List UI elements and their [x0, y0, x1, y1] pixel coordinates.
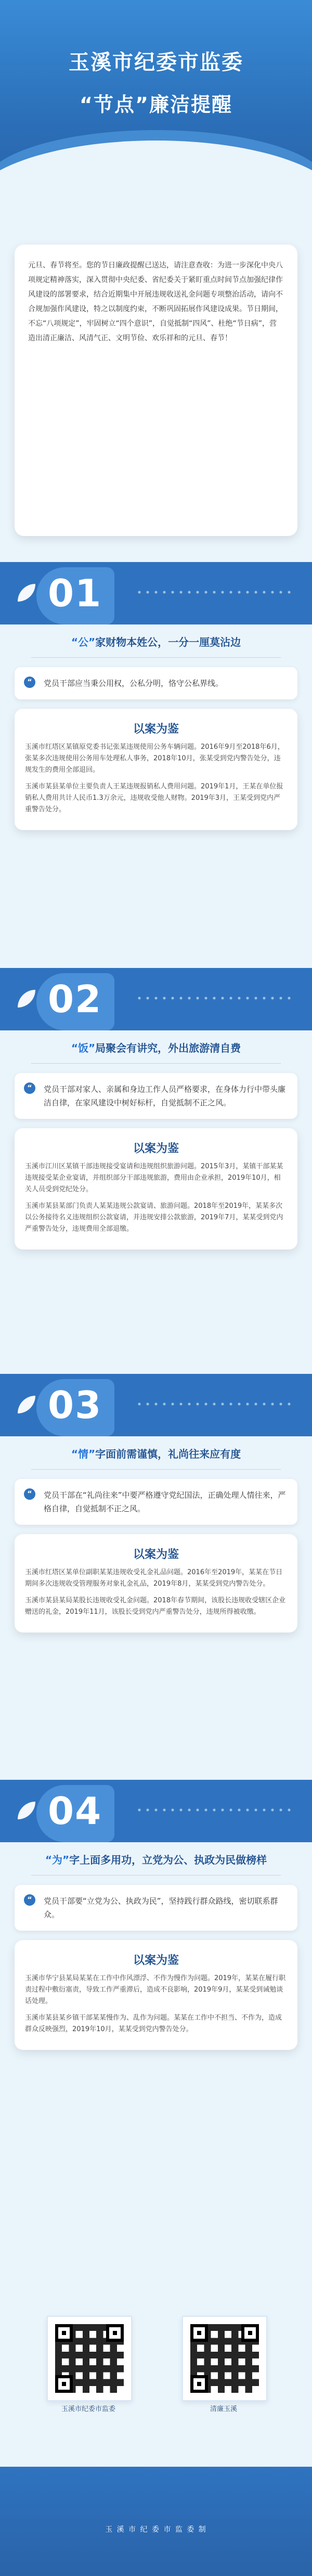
divider: [31, 1469, 281, 1470]
section-number: 04: [48, 1789, 102, 1833]
leaf-icon: [18, 584, 35, 602]
quote-icon: “: [24, 1894, 35, 1906]
page-subtitle: “节点”廉洁提醒: [80, 93, 232, 116]
qr-finder-icon: [190, 2375, 208, 2393]
qr-finder-icon: [55, 2375, 73, 2393]
section-number: 03: [48, 1383, 102, 1427]
case-paragraph: 玉溪市华宁县某局某某在工作中作风漂浮、不作为慢作为问题。2019年，某某在履行职责过程中敷衍塞责，导致工作严重滞后，造成不良影响，2019年9月，某某受到诫勉谈话处理。: [25, 1974, 286, 2005]
case-text: [25, 1567, 287, 1618]
case-card: [15, 1940, 297, 2050]
motto-text: 党员干部要“立党为公、执政为民”，坚持践行群众路线，密切联系群众。: [44, 1896, 278, 1919]
section-kicker: [0, 1040, 312, 1055]
footer-text: 玉 溪 市 纪 委 市 监 委 制: [105, 2526, 207, 2534]
page-title: 玉溪市纪委市监委: [69, 50, 243, 74]
case-card: [15, 1534, 297, 1633]
kicker-rest: 家财物本姓公，一分一厘莫沾边: [95, 636, 241, 648]
motto: [15, 1885, 297, 1931]
divider: [31, 657, 281, 658]
case-paragraph: 玉溪市某县某局某股长违规收受礼金问题。2018年春节期间，该股长违规收受辖区企业赠送的礼金，2019年11月，该股长受到党内严重警告处分，违规所得被收缴。: [25, 1597, 286, 1616]
case-heading: 以案为鉴: [133, 1954, 179, 1967]
section-number: 01: [48, 571, 102, 615]
qr-finder-icon: [106, 2324, 124, 2342]
qr-section: [0, 2316, 312, 2446]
footer: [0, 2467, 312, 2576]
case-paragraph: 玉溪市某县某单位主要负责人王某违规报销私人费用问题。2019年1月，王某在单位报销私人费用共计人民币1.3万余元，违规收受他人财物。2019年3月，王某受到党内严重警告处分。: [25, 783, 283, 813]
section-03: [0, 1374, 312, 1633]
section-band: [0, 968, 312, 1030]
kicker-rest: 局聚会有讲究，外出旅游清自费: [95, 1042, 241, 1054]
leaf-icon: [18, 1396, 35, 1413]
kicker-rest: 字面前需谨慎，礼尚往来应有度: [95, 1448, 241, 1460]
quote-icon: “: [24, 1488, 35, 1500]
case-paragraph: 玉溪市红塔区某镇原党委书记张某违规使用公务车辆问题。2016年9月至2018年6月，张某多次违规使用公务用车处理私人事务，2018年10月，张某受到党内警告处分，违规发生的费用全部退回。: [25, 743, 284, 774]
case-text: [25, 742, 287, 815]
section-band: [0, 562, 312, 624]
case-card: [15, 1128, 297, 1249]
header: [0, 0, 312, 203]
section-number: 02: [48, 977, 102, 1021]
dots-decoration: [135, 994, 291, 1002]
leaf-icon: [18, 1802, 35, 1819]
dots-decoration: [135, 1806, 291, 1814]
header-wave-mask: [0, 141, 312, 224]
qr-label-left: 玉溪市纪委市监委: [61, 2405, 115, 2413]
kicker-rest: 字上面多用功，立党为公、执政为民做榜样: [69, 1854, 267, 1866]
kicker-quote: “为”: [45, 1854, 70, 1866]
motto: [15, 667, 297, 699]
motto-text: 党员干部在“礼尚往来”中要严格遵守党纪国法，正确处理人情往来，严格自律，自觉抵制不正之风。: [44, 1490, 286, 1513]
case-paragraph: 玉溪市红塔区某单位副职某某违规收受礼金礼品问题。2016年至2019年，某某在节日期间多次违规收受管理服务对象礼金礼品，2019年8月，某某受到党内警告处分。: [25, 1568, 283, 1588]
case-card: [15, 709, 297, 830]
leaf-icon: [18, 990, 35, 1008]
case-heading: 以案为鉴: [133, 723, 179, 736]
section-02: [0, 968, 312, 1249]
divider: [31, 1063, 281, 1064]
section-kicker: [0, 634, 312, 649]
quote-icon: “: [24, 1082, 35, 1094]
section-kicker: [0, 1446, 312, 1461]
section-04: [0, 1780, 312, 2050]
case-text: [25, 1973, 287, 2035]
motto: [15, 1073, 297, 1119]
case-heading: 以案为鉴: [133, 1142, 179, 1155]
section-kicker: [0, 1852, 312, 1867]
qr-code-right[interactable]: [182, 2316, 267, 2401]
case-paragraph: 玉溪市某县某乡镇干部某某慢作为、乱作为问题。某某在工作中不担当、不作为，造成群众反映强烈，2019年10月，某某受到党内警告处分。: [25, 2014, 282, 2033]
section-01: [0, 562, 312, 830]
qr-label-right: 清廉玉溪: [210, 2405, 237, 2413]
dots-decoration: [135, 1400, 291, 1408]
motto: [15, 1479, 297, 1525]
kicker-quote: “公”: [71, 636, 96, 648]
motto-text: 党员干部对家人、亲属和身边工作人员严格要求，在身体力行中带头廉洁自律，在家风建设中树好标杆，自觉抵制不正之风。: [44, 1085, 286, 1107]
case-heading: 以案为鉴: [133, 1548, 179, 1561]
qr-code-left[interactable]: [47, 2316, 132, 2401]
qr-finder-icon: [241, 2324, 259, 2342]
kicker-quote: “情”: [71, 1448, 96, 1460]
divider: [31, 1875, 281, 1876]
section-band: [0, 1374, 312, 1436]
qr-finder-icon: [190, 2324, 208, 2342]
case-paragraph: 玉溪市某县某部门负责人某某违规公款宴请、旅游问题。2018年至2019年，某某多次以公务接待名义违规组织公款宴请，并违规安排公款旅游，2019年7月，某某受到党内严重警告处分，违规费用全部退缴。: [25, 1202, 283, 1233]
case-paragraph: 玉溪市江川区某镇干部违规接受宴请和违规组织旅游问题。2015年3月，某镇干部某某违规接受某企业宴请，并组织部分干部违规旅游，费用由企业承担，2019年10月，相关人员受到党纪处分。: [25, 1163, 283, 1193]
kicker-quote: “饭”: [71, 1042, 96, 1054]
case-text: [25, 1161, 287, 1235]
motto-text: 党员干部应当秉公用权，公私分明，恪守公私界线。: [44, 679, 224, 688]
quote-icon: “: [24, 677, 35, 688]
intro-card: [15, 245, 297, 536]
qr-finder-icon: [55, 2324, 73, 2342]
dots-decoration: [135, 588, 291, 596]
section-band: [0, 1780, 312, 1842]
intro-text: 元旦、春节将至。您的节日廉政提醒已送达，请注意查收：为进一步深化中央八项规定精神落实，深入贯彻中央纪委、省纪委关于紧盯重点时间节点加强纪律作风建设的部署要求，结合近期集中开展违规收送礼金问题专项整治活动，请向不合规加强作风建设，特之以制度约束，不断巩固拓展作风建设成果。节日期间，不忘“八项规定”，牢固树立“四个意识”，自觉抵制“四风”、杜绝“节日病”，营造出清正廉洁、风清气正、文明节俭、欢乐祥和的元旦、春节！: [28, 261, 283, 342]
